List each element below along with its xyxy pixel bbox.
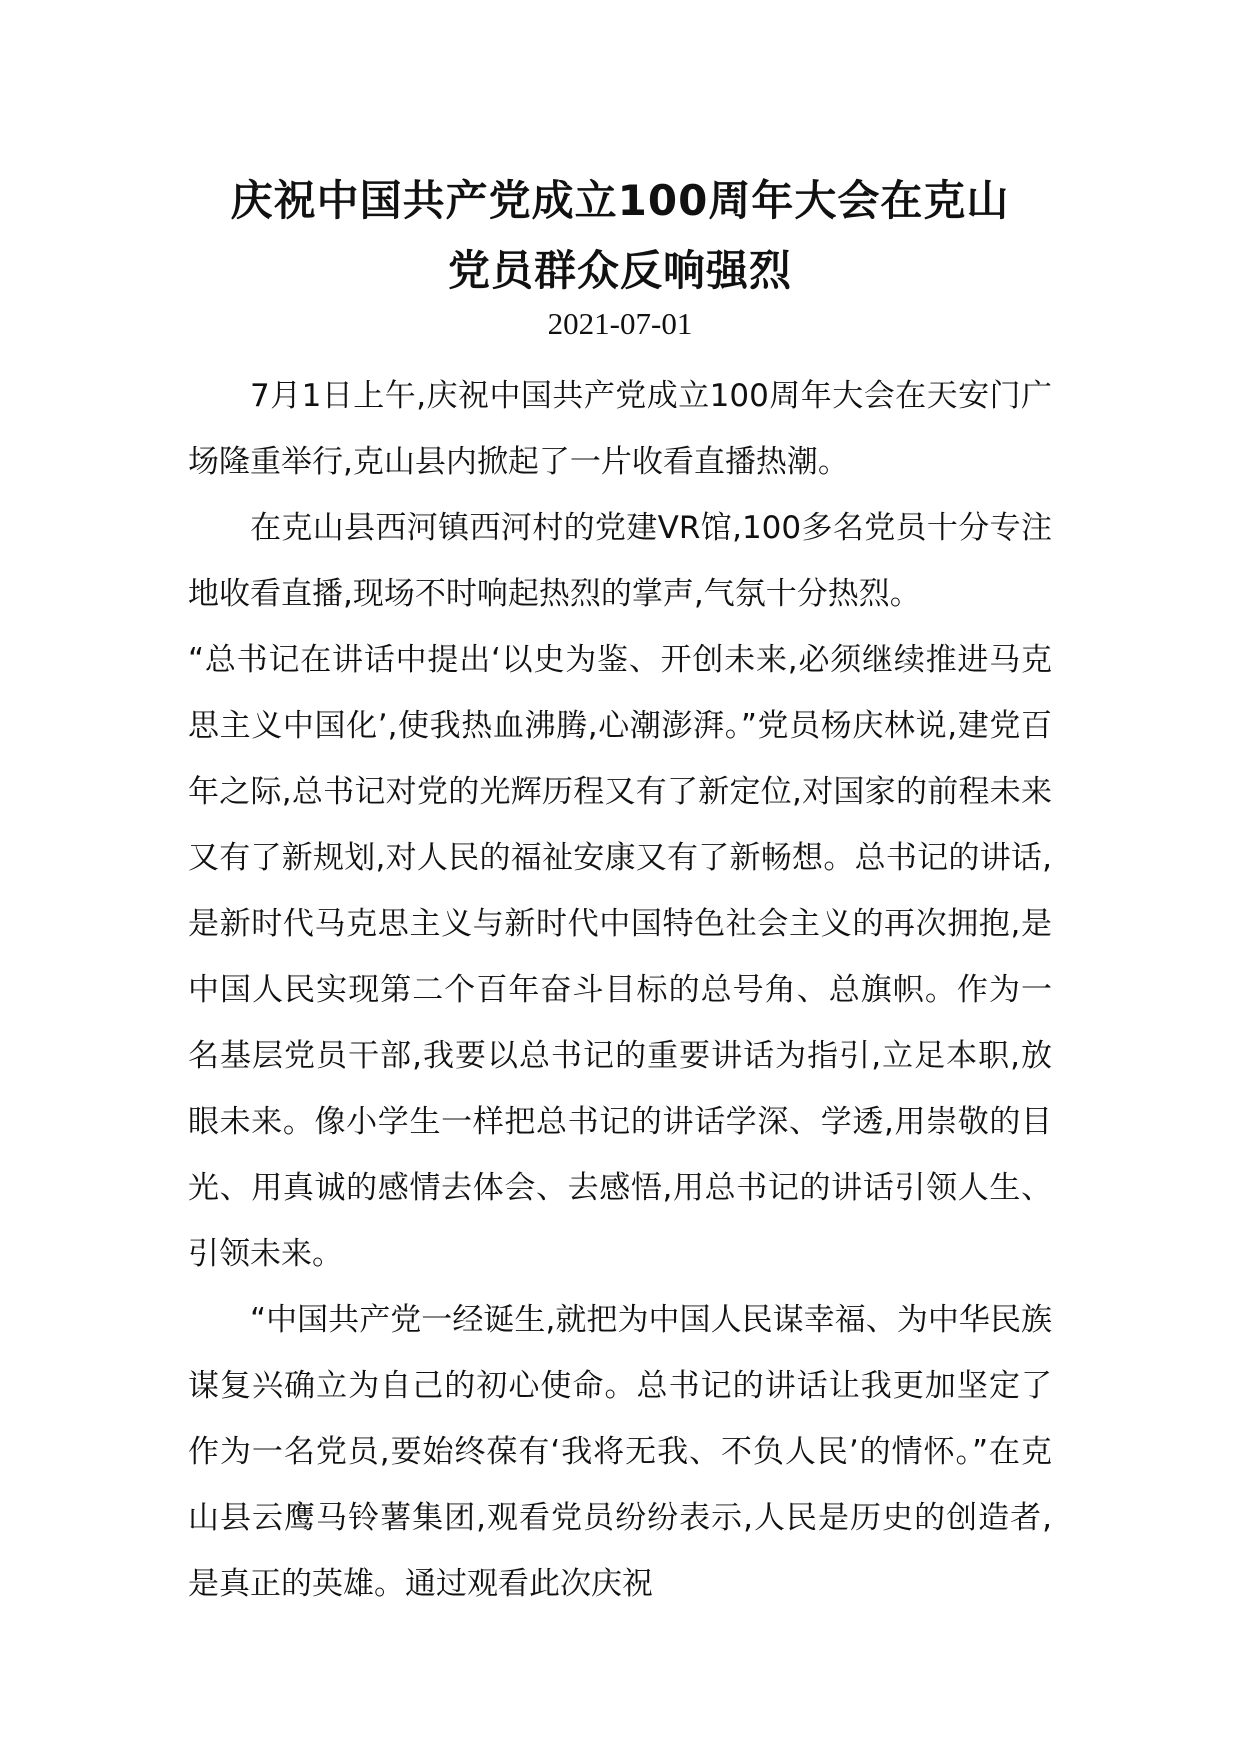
article-title-line-2: 党员群众反响强烈 [447, 246, 792, 295]
article-body [188, 363, 1052, 1617]
article-date: 2021-07-01 [547, 306, 693, 341]
paragraph-4: “中国共产党一经诞生,就把为中国人民谋幸福、为中华民族谋复兴确立为自己的初心使命。总书记的讲话让我更加坚定了作为一名党员,要始终葆有‘我将无我、不负人民’的情怀。”在克山县云鹰马铃薯集团,观看党员纷纷表示,人民是历史的创造者,是真正的英雄。通过观看此次庆祝 [188, 1302, 1052, 1602]
paragraph-1: 7月1日上午,庆祝中国共产党成立100周年大会在天安门广场隆重举行,克山县内掀起了一片收看直播热潮。 [188, 378, 1052, 480]
paragraph-2: 在克山县西河镇西河村的党建VR馆,100多名党员十分专注地收看直播,现场不时响起热烈的掌声,气氛十分热烈。 [188, 510, 1052, 612]
article-title-line-1: 庆祝中国共产党成立100周年大会在克山 [230, 176, 1010, 225]
paragraph-3: “总书记在讲话中提出‘以史为鉴、开创未来,必须继续推进马克思主义中国化’,使我热血沸腾,心潮澎湃。”党员杨庆林说,建党百年之际,总书记对党的光辉历程又有了新定位,对国家的前程未来又有了新规划,对人民的福祉安康又有了新畅想。总书记的讲话,是新时代马克思主义与新时代中国特色社会主义的再次拥抱,是中国人民实现第二个百年奋斗目标的总号角、总旗帜。作为一名基层党员干部,我要以总书记的重要讲话为指引,立足本职,放眼未来。像小学生一样把总书记的讲话学深、学透,用崇敬的目光、用真诚的感情去体会、去感悟,用总书记的讲话引领人生、引领未来。 [188, 642, 1052, 1272]
article-title [150, 166, 1090, 306]
